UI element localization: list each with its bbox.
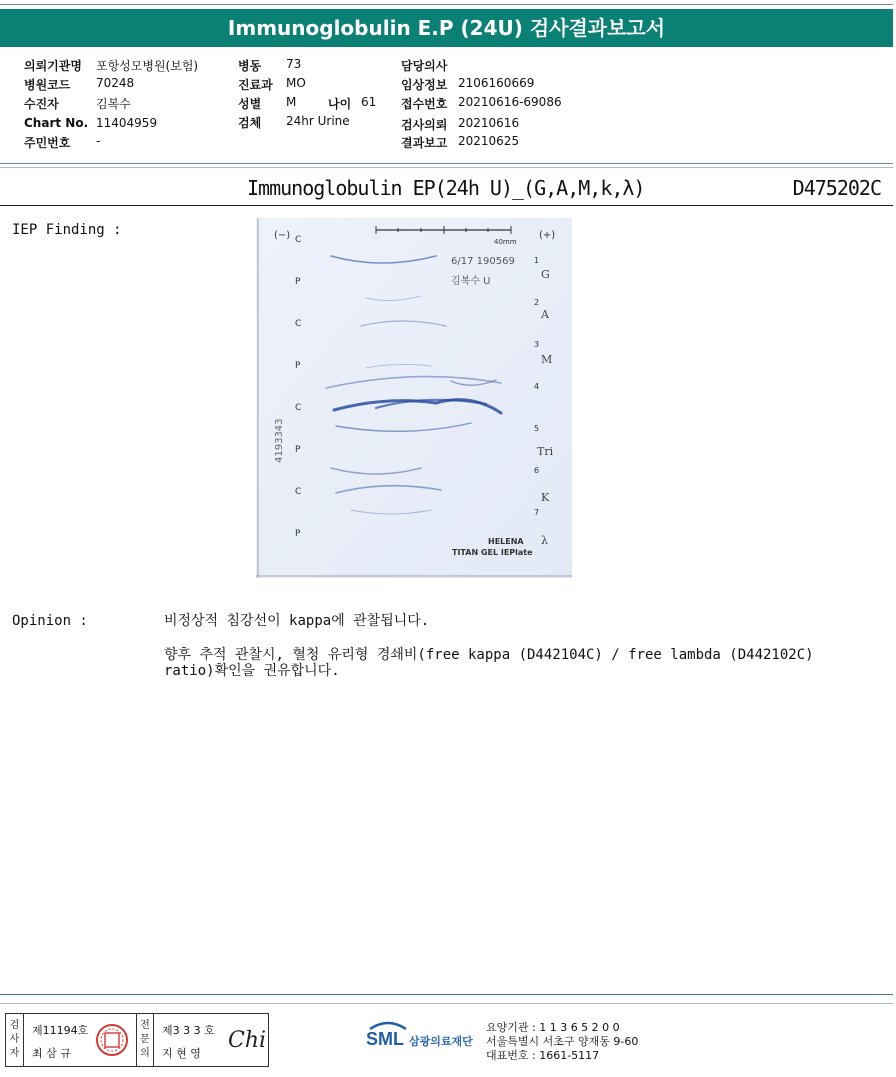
iep-finding-label: IEP Finding : [12, 222, 122, 238]
gel-side-number: 4193343 [274, 418, 285, 463]
resident-no-value: - [96, 134, 101, 148]
specimen-value: 24hr Urine [286, 114, 350, 128]
signature-box [5, 1013, 269, 1067]
lane-mark: C [295, 235, 302, 245]
sml-org-name: 삼광의료재단 [409, 1035, 473, 1048]
department-value: MO [286, 76, 306, 90]
footer-divider-2 [0, 1003, 893, 1004]
lane-mark: C [295, 403, 302, 413]
lane-mark: C [295, 487, 302, 497]
antiserum-label: G [541, 268, 550, 281]
hospital-code-label: 병원코드 [24, 78, 71, 92]
reviewer-signature: Chi [228, 1028, 267, 1053]
lane-number: 3 [534, 340, 540, 349]
lane-mark: P [295, 529, 301, 539]
report-date-value: 20210625 [458, 134, 520, 148]
resident-no-label: 주민번호 [24, 136, 71, 150]
opinion-label: Opinion : [12, 613, 88, 629]
sex-value: M [286, 95, 297, 109]
patient-label: 수진자 [24, 97, 59, 111]
examiner-label-char: 검 [9, 1020, 20, 1031]
lane-mark: C [295, 319, 302, 329]
sex-label: 성별 [238, 97, 262, 111]
ward-value: 73 [286, 57, 302, 71]
institution-label: 의뢰기관명 [24, 59, 82, 73]
gel-annotation-name: 김복수 U [451, 276, 491, 287]
lane-mark: P [295, 361, 301, 371]
age-label: 나이 [328, 97, 352, 111]
reviewer-label-char: 의 [140, 1048, 150, 1059]
ward-label: 병동 [238, 59, 262, 73]
examiner-label-char: 자 [9, 1048, 20, 1059]
hospital-code-value: 70248 [96, 76, 135, 90]
reviewer-label-char: 문 [140, 1034, 150, 1045]
examiner-label-char: 사 [9, 1034, 20, 1045]
lane-number: 2 [534, 298, 540, 307]
test-name: Immunoglobulin EP(24h U)_(G,A,M,k,λ) [247, 176, 645, 200]
lane-number: 6 [534, 466, 540, 475]
reviewer-name: 지 현 영 [162, 1047, 201, 1060]
sml-logo-text: SML [366, 1029, 404, 1049]
gel-annotation-date: 6/17 190569 [451, 256, 515, 267]
antiserum-label: K [541, 491, 550, 504]
examiner-license: 제11194호 [32, 1024, 89, 1037]
institution-value: 포항성모병원(보험) [96, 59, 199, 73]
examiner-seal [94, 1022, 130, 1058]
gel-background [256, 218, 572, 578]
org-code: 요양기관 : 1 1 3 6 5 2 0 0 [486, 1021, 620, 1034]
lane-mark: P [295, 445, 301, 455]
reviewer-license: 제3 3 3 호 [162, 1024, 215, 1037]
examiner-name: 최 삼 규 [32, 1047, 71, 1060]
test-divider [0, 205, 893, 206]
gel-pos-label: (+) [539, 230, 556, 241]
info-divider-2 [0, 167, 893, 168]
iep-gel-image [256, 218, 572, 578]
reviewer-label [136, 1014, 154, 1066]
test-header [0, 172, 893, 206]
test-code: D475202C [792, 176, 881, 200]
clinical-info-value: 2106160669 [458, 76, 535, 90]
opinion-line-1: 비정상적 침강선이 kappa에 관찰됩니다. [164, 613, 430, 629]
request-date-value: 20210616 [458, 116, 520, 130]
doctor-label: 담당의사 [401, 59, 448, 73]
chart-no-value: 11404959 [96, 116, 158, 130]
clinical-info-label: 임상정보 [401, 78, 448, 92]
report-date-label: 결과보고 [401, 136, 448, 150]
department-label: 진료과 [238, 78, 273, 92]
org-info [486, 1021, 638, 1063]
receipt-no-value: 20210616-69086 [458, 95, 562, 109]
request-date-label: 검사의뢰 [401, 118, 448, 132]
lane-number: 5 [534, 424, 540, 433]
footer-divider [0, 994, 893, 995]
age-value: 61 [361, 95, 377, 109]
top-divider [0, 4, 893, 5]
gel-neg-label: (−) [274, 230, 291, 241]
examiner-label [6, 1014, 24, 1066]
chart-no-label: Chart No. [24, 116, 89, 130]
gel-brand: HELENA [488, 537, 524, 546]
org-address: 서울특별시 서초구 양재동 9-60 [486, 1035, 639, 1048]
antiserum-label: A [541, 308, 549, 321]
lane-number: 1 [534, 256, 540, 265]
gel-product: TITAN GEL IEPlate [452, 548, 533, 557]
gel-scale-label: 40mm [494, 238, 517, 246]
lane-number: 4 [534, 382, 540, 391]
opinion-line-2: 향후 추적 관찰시, 혈청 유리형 경쇄비(free kappa (D442104C) / free lambda (D442102C) [164, 647, 814, 663]
reviewer-label-char: 전 [140, 1020, 150, 1031]
lane-mark: P [295, 277, 301, 287]
antiserum-label: M [541, 353, 553, 366]
report-title: Immunoglobulin E.P (24U) 검사결과보고서 [0, 9, 893, 47]
antiserum-label: λ [541, 534, 548, 547]
opinion-line-3: ratio)확인을 권유합니다. [164, 663, 340, 679]
patient-value: 김복수 [96, 97, 131, 111]
org-phone: 대표번호 : 1661-5117 [486, 1049, 600, 1062]
info-divider [0, 163, 893, 164]
specimen-label: 검체 [238, 116, 262, 130]
receipt-no-label: 접수번호 [401, 97, 448, 111]
lane-number: 7 [534, 508, 540, 517]
antiserum-label: Tri [537, 445, 554, 458]
